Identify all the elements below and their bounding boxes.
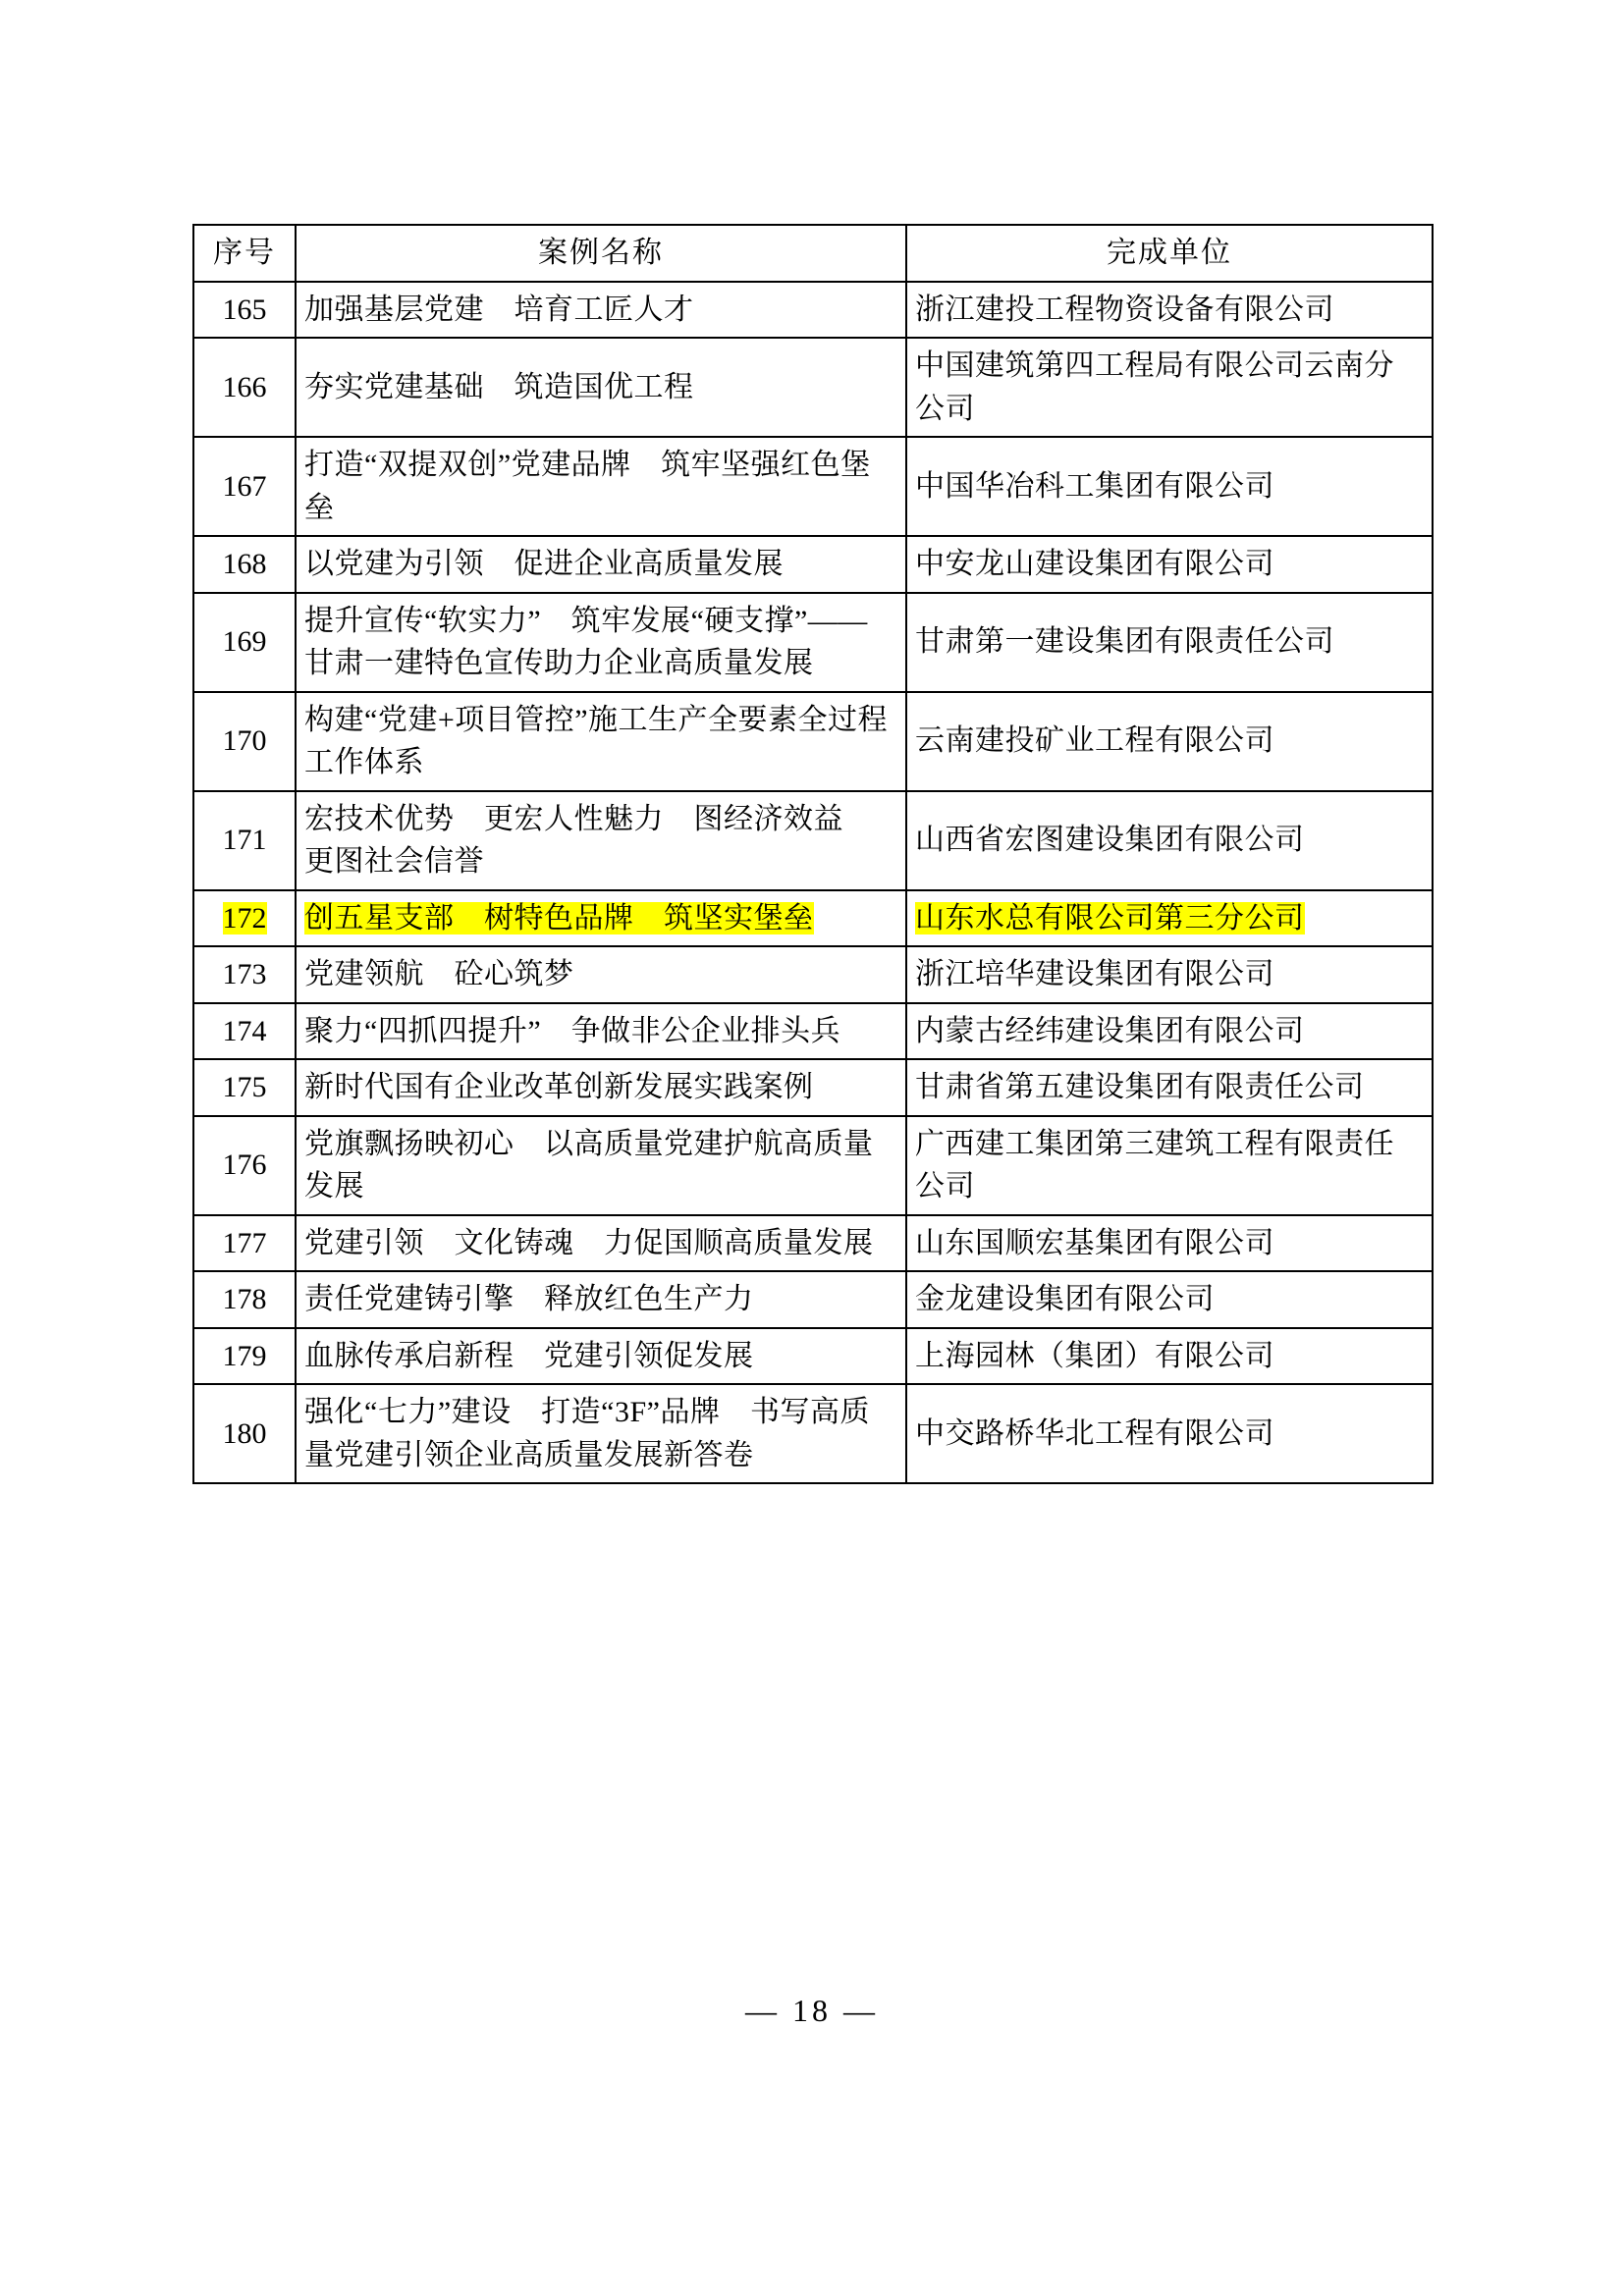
column-header-unit: 完成单位 — [906, 225, 1433, 282]
cell-case-name — [296, 1328, 906, 1385]
cell-case-name — [296, 890, 906, 947]
column-header-index: 序号 — [193, 225, 296, 282]
cell-unit — [906, 1384, 1433, 1483]
cell-case-name — [296, 1271, 906, 1328]
table-row — [193, 1271, 1433, 1328]
column-header-case-name: 案例名称 — [296, 225, 906, 282]
case-name-value: 党建引领 文化铸魂 力促国顺高质量发展 — [304, 1226, 874, 1259]
cell-unit — [906, 791, 1433, 890]
cell-index — [193, 1384, 296, 1483]
unit-value: 浙江培华建设集团有限公司 — [915, 958, 1274, 990]
cell-case-name — [296, 1384, 906, 1483]
cell-unit — [906, 1059, 1433, 1116]
index-value: 170 — [222, 724, 267, 758]
index-value: 171 — [222, 824, 267, 857]
cell-index — [193, 338, 296, 437]
cell-unit — [906, 1215, 1433, 1272]
table-row — [193, 791, 1433, 890]
table-row — [193, 946, 1433, 1003]
unit-value: 上海园林（集团）有限公司 — [915, 1339, 1274, 1372]
table-row — [193, 1059, 1433, 1116]
table-row — [193, 593, 1433, 692]
case-name-value: 创五星支部 树特色品牌 筑坚实堡垒 — [304, 901, 814, 934]
unit-value: 广西建工集团第三建筑工程有限责任公司 — [915, 1127, 1394, 1202]
unit-value: 中国建筑第四工程局有限公司云南分公司 — [915, 349, 1394, 425]
cell-index — [193, 946, 296, 1003]
cell-case-name — [296, 946, 906, 1003]
case-name-value: 宏技术优势 更宏人性魅力 图经济效益 更图社会信誉 — [304, 802, 874, 878]
cell-index — [193, 791, 296, 890]
cell-index — [193, 890, 296, 947]
cell-index — [193, 536, 296, 593]
cell-case-name — [296, 1116, 906, 1215]
cell-case-name — [296, 692, 906, 791]
cell-case-name — [296, 1003, 906, 1060]
cell-unit — [906, 692, 1433, 791]
table-row — [193, 1384, 1433, 1483]
cell-index — [193, 1328, 296, 1385]
unit-value: 中交路桥华北工程有限公司 — [915, 1416, 1274, 1450]
cell-index — [193, 1271, 296, 1328]
case-name-value: 打造“双提双创”党建品牌 筑牢坚强红色堡垒 — [304, 449, 871, 524]
index-value: 166 — [222, 370, 267, 403]
cell-case-name — [296, 1059, 906, 1116]
index-value: 167 — [222, 469, 267, 503]
cell-unit — [906, 1116, 1433, 1215]
case-name-value: 责任党建铸引擎 释放红色生产力 — [304, 1283, 754, 1315]
cell-unit — [906, 338, 1433, 437]
index-value: 177 — [222, 1226, 267, 1259]
cell-unit — [906, 282, 1433, 339]
unit-value: 甘肃省第五建设集团有限责任公司 — [915, 1071, 1365, 1103]
cell-index — [193, 1215, 296, 1272]
cell-index — [193, 437, 296, 536]
index-value: 173 — [222, 958, 267, 990]
cell-case-name — [296, 282, 906, 339]
cell-unit — [906, 1271, 1433, 1328]
cell-index — [193, 1003, 296, 1060]
case-name-value: 新时代国有企业改革创新发展实践案例 — [304, 1071, 814, 1103]
cell-unit — [906, 946, 1433, 1003]
table-row — [193, 1215, 1433, 1272]
case-name-value: 构建“党建+项目管控”施工生产全要素全过程工作体系 — [304, 703, 889, 778]
index-value: 175 — [222, 1071, 267, 1103]
table-row — [193, 437, 1433, 536]
unit-value: 金龙建设集团有限公司 — [915, 1283, 1215, 1315]
table-row — [193, 1116, 1433, 1215]
cell-index — [193, 1059, 296, 1116]
index-value: 178 — [222, 1283, 267, 1315]
cell-unit — [906, 437, 1433, 536]
table-row — [193, 282, 1433, 339]
table-row — [193, 1003, 1433, 1060]
case-list-table — [192, 224, 1434, 1484]
cell-case-name — [296, 1215, 906, 1272]
cell-case-name — [296, 338, 906, 437]
cell-index — [193, 692, 296, 791]
table-header-row — [193, 225, 1433, 282]
cell-unit — [906, 890, 1433, 947]
table-row — [193, 1328, 1433, 1385]
cell-index — [193, 593, 296, 692]
unit-value: 内蒙古经纬建设集团有限公司 — [915, 1014, 1305, 1047]
index-value: 168 — [222, 548, 267, 580]
unit-value: 云南建投矿业工程有限公司 — [915, 724, 1274, 758]
case-name-value: 聚力“四抓四提升” 争做非公企业排头兵 — [304, 1014, 841, 1047]
index-value: 174 — [222, 1014, 267, 1047]
case-name-value: 党建领航 砼心筑梦 — [304, 958, 574, 990]
cell-unit — [906, 1328, 1433, 1385]
unit-value: 中国华冶科工集团有限公司 — [915, 469, 1274, 503]
table-row — [193, 890, 1433, 947]
unit-value: 甘肃第一建设集团有限责任公司 — [915, 625, 1334, 659]
case-name-value: 加强基层党建 培育工匠人才 — [304, 293, 694, 326]
cell-case-name — [296, 593, 906, 692]
index-value: 176 — [222, 1148, 267, 1182]
case-name-value: 血脉传承启新程 党建引领促发展 — [304, 1339, 754, 1372]
page-footer — [0, 1993, 1624, 2029]
index-value: 179 — [222, 1339, 267, 1372]
page-number: — 18 — — [745, 1993, 879, 2028]
case-name-value: 夯实党建基础 筑造国优工程 — [304, 370, 694, 403]
table-row — [193, 536, 1433, 593]
index-value: 165 — [222, 293, 267, 326]
unit-value: 浙江建投工程物资设备有限公司 — [915, 293, 1334, 326]
cell-index — [193, 282, 296, 339]
table-row — [193, 692, 1433, 791]
cell-case-name — [296, 437, 906, 536]
case-name-value: 强化“七力”建设 打造“3F”品牌 书写高质量党建引领企业高质量发展新答卷 — [304, 1396, 870, 1471]
index-value: 180 — [222, 1416, 267, 1450]
unit-value: 山西省宏图建设集团有限公司 — [915, 824, 1305, 857]
case-name-value: 提升宣传“软实力” 筑牢发展“硬支撑”——甘肃一建特色宣传助力企业高质量发展 — [304, 604, 868, 679]
case-name-value: 以党建为引领 促进企业高质量发展 — [304, 548, 784, 580]
table-body — [193, 282, 1433, 1484]
unit-value: 山东国顺宏基集团有限公司 — [915, 1226, 1274, 1259]
unit-value: 中安龙山建设集团有限公司 — [915, 548, 1274, 580]
cell-unit — [906, 1003, 1433, 1060]
index-value: 172 — [222, 901, 267, 934]
cell-unit — [906, 593, 1433, 692]
cell-index — [193, 1116, 296, 1215]
case-list-table-container — [192, 224, 1432, 1484]
table-row — [193, 338, 1433, 437]
cell-case-name — [296, 536, 906, 593]
index-value: 169 — [222, 625, 267, 659]
unit-value: 山东水总有限公司第三分公司 — [915, 901, 1305, 934]
cell-case-name — [296, 791, 906, 890]
case-name-value: 党旗飘扬映初心 以高质量党建护航高质量发展 — [304, 1127, 874, 1202]
cell-unit — [906, 536, 1433, 593]
